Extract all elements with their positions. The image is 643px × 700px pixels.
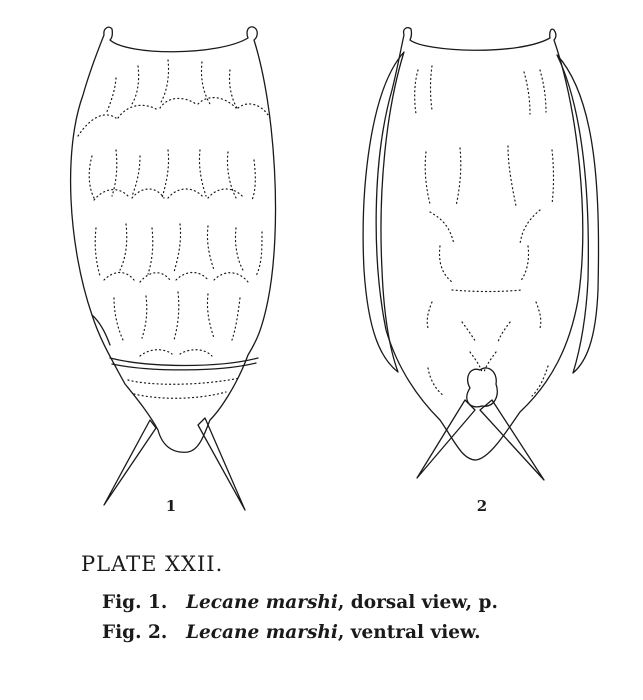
figure-2-right-toe	[480, 400, 544, 480]
figure-2-plate-pattern	[415, 66, 554, 396]
caption-figure-2-label: Fig. 2.	[102, 622, 168, 643]
plate-title: PLATE XXII.	[81, 552, 224, 576]
figure-1-facet-pattern	[78, 60, 270, 398]
figure-1-number: 1	[165, 497, 177, 515]
caption-figure-1-description: , dorsal view, p.	[337, 592, 498, 613]
caption-figure-2-description: , ventral view.	[337, 622, 481, 643]
figure-1-left-toe	[104, 420, 156, 505]
figure-1-transverse-fold	[110, 358, 258, 366]
caption-figure-1	[102, 592, 498, 613]
figure-1-dorsal-view	[71, 27, 276, 510]
caption-figure-1-label: Fig. 1.	[102, 592, 168, 613]
figure-1-lateral-margin	[92, 315, 110, 345]
figure-1-transverse-fold-inner	[112, 363, 256, 370]
figure-2-left-toe	[417, 400, 475, 478]
caption-figure-2-species: Lecane marshi	[186, 622, 338, 643]
figure-2-lorica-outline	[376, 28, 583, 460]
figure-1-lorica-outline	[71, 27, 276, 452]
figure-2-left-lateral-plate	[363, 52, 404, 372]
figure-2-right-lateral-plate	[557, 55, 599, 373]
caption-figure-2	[102, 622, 481, 643]
figure-2-number: 2	[476, 497, 488, 515]
figure-2-ventral-view	[363, 28, 598, 480]
caption-figure-1-species: Lecane marshi	[186, 592, 338, 613]
